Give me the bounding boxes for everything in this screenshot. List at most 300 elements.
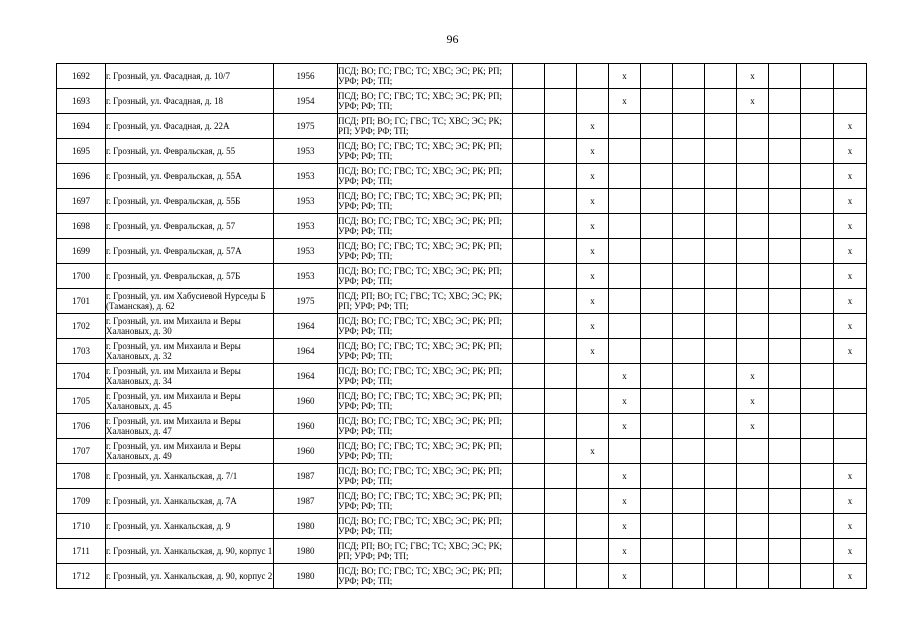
- mark-cell: x: [577, 314, 609, 339]
- mark-cell: x: [834, 164, 867, 189]
- row-number-cell: 1696: [57, 164, 106, 189]
- mark-cell: [737, 539, 769, 564]
- mark-cell: [673, 464, 705, 489]
- mark-cell: x: [834, 489, 867, 514]
- year-built-cell: 1975: [274, 114, 338, 139]
- mark-cell: x: [577, 289, 609, 314]
- year-built-cell: 1953: [274, 239, 338, 264]
- row-number-cell: 1702: [57, 314, 106, 339]
- mark-cell: [545, 489, 577, 514]
- table-row: [57, 364, 867, 389]
- mark-cell: [545, 514, 577, 539]
- mark-cell: [673, 214, 705, 239]
- mark-cell: [513, 264, 545, 289]
- mark-cell: [737, 189, 769, 214]
- year-built-cell: 1953: [274, 139, 338, 164]
- row-number-cell: 1693: [57, 89, 106, 114]
- mark-cell: [705, 289, 737, 314]
- table-row: [57, 189, 867, 214]
- year-built-cell: 1960: [274, 439, 338, 464]
- row-number-cell: 1703: [57, 339, 106, 364]
- mark-cell: [513, 539, 545, 564]
- mark-cell: [673, 89, 705, 114]
- mark-cell: [673, 414, 705, 439]
- address-cell: г. Грозный, ул. им Михаила и Веры Халановых, д. 34: [106, 364, 274, 389]
- mark-cell: [513, 414, 545, 439]
- mark-cell: [769, 114, 801, 139]
- mark-cell: [705, 89, 737, 114]
- housing-registry-table: [56, 63, 867, 589]
- mark-cell: [673, 189, 705, 214]
- mark-cell: [609, 264, 641, 289]
- year-built-cell: 1953: [274, 214, 338, 239]
- mark-cell: x: [834, 214, 867, 239]
- mark-cell: [641, 289, 673, 314]
- mark-cell: [641, 89, 673, 114]
- table-row: [57, 214, 867, 239]
- mark-cell: [769, 439, 801, 464]
- systems-cell: ПСД; РП; ВО; ГС; ГВС; ТС; ХВС; ЭС; РК; РП; УРФ; РФ; ТП;: [338, 289, 513, 314]
- mark-cell: [577, 464, 609, 489]
- year-built-cell: 1956: [274, 64, 338, 89]
- mark-cell: [801, 139, 834, 164]
- table-row: [57, 114, 867, 139]
- address-cell: г. Грозный, ул. им Хабусиевой Нурседы Б (Таманская), д. 62: [106, 289, 274, 314]
- mark-cell: [545, 364, 577, 389]
- mark-cell: [801, 389, 834, 414]
- table-row: [57, 314, 867, 339]
- address-cell: г. Грозный, ул. Февральская, д. 55Б: [106, 189, 274, 214]
- mark-cell: [545, 439, 577, 464]
- address-cell: г. Грозный, ул. Февральская, д. 57А: [106, 239, 274, 264]
- mark-cell: [801, 314, 834, 339]
- mark-cell: [513, 564, 545, 589]
- mark-cell: [641, 539, 673, 564]
- mark-cell: [769, 214, 801, 239]
- systems-cell: ПСД; РП; ВО; ГС; ГВС; ТС; ХВС; ЭС; РК; РП; УРФ; РФ; ТП;: [338, 114, 513, 139]
- systems-cell: ПСД; ВО; ГС; ГВС; ТС; ХВС; ЭС; РК; РП; УРФ; РФ; ТП;: [338, 64, 513, 89]
- year-built-cell: 1964: [274, 314, 338, 339]
- mark-cell: [641, 389, 673, 414]
- mark-cell: [834, 364, 867, 389]
- mark-cell: [737, 489, 769, 514]
- mark-cell: [705, 164, 737, 189]
- mark-cell: [737, 514, 769, 539]
- mark-cell: [801, 189, 834, 214]
- mark-cell: [801, 114, 834, 139]
- mark-cell: [705, 464, 737, 489]
- mark-cell: [801, 364, 834, 389]
- row-number-cell: 1708: [57, 464, 106, 489]
- mark-cell: [609, 239, 641, 264]
- table-row: [57, 489, 867, 514]
- mark-cell: [705, 389, 737, 414]
- mark-cell: [705, 364, 737, 389]
- table-row: [57, 139, 867, 164]
- mark-cell: x: [834, 314, 867, 339]
- mark-cell: [641, 489, 673, 514]
- row-number-cell: 1697: [57, 189, 106, 214]
- mark-cell: [834, 89, 867, 114]
- address-cell: г. Грозный, ул. им Михаила и Веры Халановых, д. 47: [106, 414, 274, 439]
- row-number-cell: 1711: [57, 539, 106, 564]
- mark-cell: x: [609, 414, 641, 439]
- year-built-cell: 1954: [274, 89, 338, 114]
- year-built-cell: 1953: [274, 164, 338, 189]
- mark-cell: [577, 414, 609, 439]
- mark-cell: x: [609, 539, 641, 564]
- mark-cell: [513, 464, 545, 489]
- address-cell: г. Грозный, ул. им Михаила и Веры Халановых, д. 32: [106, 339, 274, 364]
- table-row: [57, 389, 867, 414]
- mark-cell: [737, 114, 769, 139]
- mark-cell: [801, 339, 834, 364]
- address-cell: г. Грозный, ул. Фасадная, д. 10/7: [106, 64, 274, 89]
- systems-cell: ПСД; РП; ВО; ГС; ГВС; ТС; ХВС; ЭС; РК; РП; УРФ; РФ; ТП;: [338, 539, 513, 564]
- mark-cell: [769, 414, 801, 439]
- mark-cell: [673, 314, 705, 339]
- systems-cell: ПСД; ВО; ГС; ГВС; ТС; ХВС; ЭС; РК; РП; УРФ; РФ; ТП;: [338, 164, 513, 189]
- row-number-cell: 1704: [57, 364, 106, 389]
- mark-cell: [705, 114, 737, 139]
- table-row: [57, 514, 867, 539]
- mark-cell: [673, 564, 705, 589]
- mark-cell: [577, 514, 609, 539]
- mark-cell: [641, 164, 673, 189]
- mark-cell: [513, 364, 545, 389]
- mark-cell: [673, 539, 705, 564]
- mark-cell: [545, 164, 577, 189]
- mark-cell: [673, 264, 705, 289]
- mark-cell: [513, 89, 545, 114]
- mark-cell: [545, 289, 577, 314]
- mark-cell: [705, 439, 737, 464]
- mark-cell: [641, 264, 673, 289]
- table-row: [57, 239, 867, 264]
- address-cell: г. Грозный, ул. им Михаила и Веры Халановых, д. 49: [106, 439, 274, 464]
- mark-cell: [609, 189, 641, 214]
- row-number-cell: 1710: [57, 514, 106, 539]
- mark-cell: [545, 89, 577, 114]
- mark-cell: [705, 539, 737, 564]
- table-row: [57, 89, 867, 114]
- year-built-cell: 1980: [274, 514, 338, 539]
- systems-cell: ПСД; ВО; ГС; ГВС; ТС; ХВС; ЭС; РК; РП; УРФ; РФ; ТП;: [338, 464, 513, 489]
- mark-cell: [577, 389, 609, 414]
- mark-cell: [545, 239, 577, 264]
- mark-cell: [673, 289, 705, 314]
- mark-cell: [609, 114, 641, 139]
- mark-cell: [545, 464, 577, 489]
- mark-cell: [737, 464, 769, 489]
- mark-cell: [801, 289, 834, 314]
- row-number-cell: 1712: [57, 564, 106, 589]
- mark-cell: [513, 389, 545, 414]
- year-built-cell: 1975: [274, 289, 338, 314]
- address-cell: г. Грозный, ул. Ханкальская, д. 7/1: [106, 464, 274, 489]
- systems-cell: ПСД; ВО; ГС; ГВС; ТС; ХВС; ЭС; РК; РП; УРФ; РФ; ТП;: [338, 214, 513, 239]
- mark-cell: [769, 514, 801, 539]
- year-built-cell: 1960: [274, 414, 338, 439]
- mark-cell: [801, 489, 834, 514]
- mark-cell: [641, 189, 673, 214]
- mark-cell: x: [737, 389, 769, 414]
- systems-cell: ПСД; ВО; ГС; ГВС; ТС; ХВС; ЭС; РК; РП; УРФ; РФ; ТП;: [338, 389, 513, 414]
- mark-cell: [641, 314, 673, 339]
- year-built-cell: 1980: [274, 539, 338, 564]
- mark-cell: [705, 314, 737, 339]
- mark-cell: [577, 364, 609, 389]
- mark-cell: x: [834, 514, 867, 539]
- mark-cell: [769, 89, 801, 114]
- mark-cell: [513, 139, 545, 164]
- mark-cell: [673, 164, 705, 189]
- mark-cell: [769, 489, 801, 514]
- year-built-cell: 1987: [274, 489, 338, 514]
- year-built-cell: 1987: [274, 464, 338, 489]
- table-row: [57, 564, 867, 589]
- mark-cell: [513, 489, 545, 514]
- mark-cell: [673, 439, 705, 464]
- mark-cell: x: [609, 364, 641, 389]
- mark-cell: x: [577, 114, 609, 139]
- mark-cell: x: [577, 339, 609, 364]
- mark-cell: [545, 139, 577, 164]
- mark-cell: x: [577, 239, 609, 264]
- mark-cell: [545, 414, 577, 439]
- address-cell: г. Грозный, ул. Фасадная, д. 22А: [106, 114, 274, 139]
- row-number-cell: 1700: [57, 264, 106, 289]
- mark-cell: [513, 514, 545, 539]
- mark-cell: [641, 414, 673, 439]
- mark-cell: [737, 439, 769, 464]
- systems-cell: ПСД; ВО; ГС; ГВС; ТС; ХВС; ЭС; РК; РП; УРФ; РФ; ТП;: [338, 264, 513, 289]
- mark-cell: [834, 64, 867, 89]
- mark-cell: x: [834, 464, 867, 489]
- address-cell: г. Грозный, ул. Ханкальская, д. 90, корпус 2: [106, 564, 274, 589]
- mark-cell: [641, 364, 673, 389]
- mark-cell: [513, 439, 545, 464]
- table-row: [57, 439, 867, 464]
- systems-cell: ПСД; ВО; ГС; ГВС; ТС; ХВС; ЭС; РК; РП; УРФ; РФ; ТП;: [338, 514, 513, 539]
- mark-cell: [737, 264, 769, 289]
- mark-cell: [705, 564, 737, 589]
- address-cell: г. Грозный, ул. Ханкальская, д. 7А: [106, 489, 274, 514]
- mark-cell: [769, 564, 801, 589]
- mark-cell: x: [577, 164, 609, 189]
- mark-cell: [545, 339, 577, 364]
- systems-cell: ПСД; ВО; ГС; ГВС; ТС; ХВС; ЭС; РК; РП; УРФ; РФ; ТП;: [338, 189, 513, 214]
- address-cell: г. Грозный, ул. Фасадная, д. 18: [106, 89, 274, 114]
- mark-cell: x: [834, 564, 867, 589]
- mark-cell: [801, 264, 834, 289]
- mark-cell: [673, 489, 705, 514]
- mark-cell: [705, 139, 737, 164]
- mark-cell: [673, 239, 705, 264]
- row-number-cell: 1699: [57, 239, 106, 264]
- mark-cell: [801, 564, 834, 589]
- mark-cell: [609, 139, 641, 164]
- mark-cell: [769, 239, 801, 264]
- mark-cell: [641, 439, 673, 464]
- mark-cell: [545, 214, 577, 239]
- table-row: [57, 289, 867, 314]
- address-cell: г. Грозный, ул. Февральская, д. 57Б: [106, 264, 274, 289]
- mark-cell: [513, 339, 545, 364]
- mark-cell: [609, 314, 641, 339]
- mark-cell: [834, 414, 867, 439]
- mark-cell: [834, 389, 867, 414]
- mark-cell: [801, 214, 834, 239]
- table-row: [57, 64, 867, 89]
- mark-cell: [769, 189, 801, 214]
- mark-cell: x: [737, 364, 769, 389]
- mark-cell: [705, 64, 737, 89]
- mark-cell: [769, 164, 801, 189]
- mark-cell: [641, 564, 673, 589]
- mark-cell: [673, 139, 705, 164]
- year-built-cell: 1964: [274, 339, 338, 364]
- mark-cell: [641, 114, 673, 139]
- systems-cell: ПСД; ВО; ГС; ГВС; ТС; ХВС; ЭС; РК; РП; УРФ; РФ; ТП;: [338, 564, 513, 589]
- mark-cell: [513, 214, 545, 239]
- mark-cell: x: [834, 339, 867, 364]
- mark-cell: [513, 164, 545, 189]
- mark-cell: [641, 514, 673, 539]
- mark-cell: [673, 364, 705, 389]
- mark-cell: [641, 464, 673, 489]
- row-number-cell: 1692: [57, 64, 106, 89]
- row-number-cell: 1701: [57, 289, 106, 314]
- table-row: [57, 539, 867, 564]
- row-number-cell: 1705: [57, 389, 106, 414]
- systems-cell: ПСД; ВО; ГС; ГВС; ТС; ХВС; ЭС; РК; РП; УРФ; РФ; ТП;: [338, 314, 513, 339]
- mark-cell: [577, 89, 609, 114]
- mark-cell: [705, 264, 737, 289]
- mark-cell: [545, 564, 577, 589]
- systems-cell: ПСД; ВО; ГС; ГВС; ТС; ХВС; ЭС; РК; РП; УРФ; РФ; ТП;: [338, 489, 513, 514]
- mark-cell: [705, 339, 737, 364]
- mark-cell: x: [834, 239, 867, 264]
- mark-cell: [737, 164, 769, 189]
- mark-cell: [609, 214, 641, 239]
- mark-cell: x: [609, 514, 641, 539]
- mark-cell: x: [834, 114, 867, 139]
- mark-cell: [577, 64, 609, 89]
- mark-cell: [801, 64, 834, 89]
- mark-cell: [769, 289, 801, 314]
- systems-cell: ПСД; ВО; ГС; ГВС; ТС; ХВС; ЭС; РК; РП; УРФ; РФ; ТП;: [338, 414, 513, 439]
- mark-cell: [737, 564, 769, 589]
- mark-cell: [705, 489, 737, 514]
- row-number-cell: 1694: [57, 114, 106, 139]
- mark-cell: [705, 239, 737, 264]
- mark-cell: [769, 339, 801, 364]
- mark-cell: [513, 64, 545, 89]
- mark-cell: [545, 64, 577, 89]
- mark-cell: x: [609, 489, 641, 514]
- mark-cell: [737, 289, 769, 314]
- mark-cell: [577, 539, 609, 564]
- address-cell: г. Грозный, ул. Февральская, д. 55А: [106, 164, 274, 189]
- address-cell: г. Грозный, ул. Февральская, д. 57: [106, 214, 274, 239]
- address-cell: г. Грозный, ул. Ханкальская, д. 90, корпус 1: [106, 539, 274, 564]
- mark-cell: [513, 314, 545, 339]
- mark-cell: [545, 539, 577, 564]
- mark-cell: [641, 339, 673, 364]
- mark-cell: x: [609, 389, 641, 414]
- mark-cell: [513, 289, 545, 314]
- mark-cell: [769, 139, 801, 164]
- row-number-cell: 1707: [57, 439, 106, 464]
- mark-cell: [737, 339, 769, 364]
- mark-cell: x: [577, 264, 609, 289]
- systems-cell: ПСД; ВО; ГС; ГВС; ТС; ХВС; ЭС; РК; РП; УРФ; РФ; ТП;: [338, 139, 513, 164]
- systems-cell: ПСД; ВО; ГС; ГВС; ТС; ХВС; ЭС; РК; РП; УРФ; РФ; ТП;: [338, 89, 513, 114]
- mark-cell: [609, 339, 641, 364]
- row-number-cell: 1695: [57, 139, 106, 164]
- mark-cell: x: [577, 189, 609, 214]
- year-built-cell: 1980: [274, 564, 338, 589]
- systems-cell: ПСД; ВО; ГС; ГВС; ТС; ХВС; ЭС; РК; РП; УРФ; РФ; ТП;: [338, 364, 513, 389]
- mark-cell: [705, 214, 737, 239]
- mark-cell: [737, 139, 769, 164]
- mark-cell: [737, 239, 769, 264]
- mark-cell: x: [737, 64, 769, 89]
- mark-cell: [609, 439, 641, 464]
- row-number-cell: 1698: [57, 214, 106, 239]
- mark-cell: [737, 314, 769, 339]
- page-number: 96: [446, 32, 459, 46]
- year-built-cell: 1953: [274, 189, 338, 214]
- mark-cell: [577, 564, 609, 589]
- mark-cell: x: [834, 264, 867, 289]
- address-cell: г. Грозный, ул. Февральская, д. 55: [106, 139, 274, 164]
- mark-cell: [834, 439, 867, 464]
- mark-cell: x: [737, 414, 769, 439]
- systems-cell: ПСД; ВО; ГС; ГВС; ТС; ХВС; ЭС; РК; РП; УРФ; РФ; ТП;: [338, 439, 513, 464]
- year-built-cell: 1964: [274, 364, 338, 389]
- mark-cell: x: [834, 139, 867, 164]
- mark-cell: [609, 289, 641, 314]
- mark-cell: [769, 389, 801, 414]
- mark-cell: [545, 314, 577, 339]
- mark-cell: [769, 314, 801, 339]
- mark-cell: [545, 189, 577, 214]
- mark-cell: [801, 164, 834, 189]
- mark-cell: [769, 264, 801, 289]
- mark-cell: [673, 514, 705, 539]
- table-row: [57, 164, 867, 189]
- mark-cell: [545, 389, 577, 414]
- mark-cell: [737, 214, 769, 239]
- mark-cell: [641, 139, 673, 164]
- mark-cell: x: [834, 539, 867, 564]
- mark-cell: [801, 464, 834, 489]
- mark-cell: x: [834, 189, 867, 214]
- mark-cell: [769, 539, 801, 564]
- mark-cell: [801, 414, 834, 439]
- mark-cell: [705, 514, 737, 539]
- mark-cell: [545, 264, 577, 289]
- mark-cell: [801, 89, 834, 114]
- mark-cell: x: [577, 139, 609, 164]
- mark-cell: [641, 214, 673, 239]
- mark-cell: [513, 189, 545, 214]
- mark-cell: [673, 114, 705, 139]
- mark-cell: x: [834, 289, 867, 314]
- mark-cell: x: [609, 564, 641, 589]
